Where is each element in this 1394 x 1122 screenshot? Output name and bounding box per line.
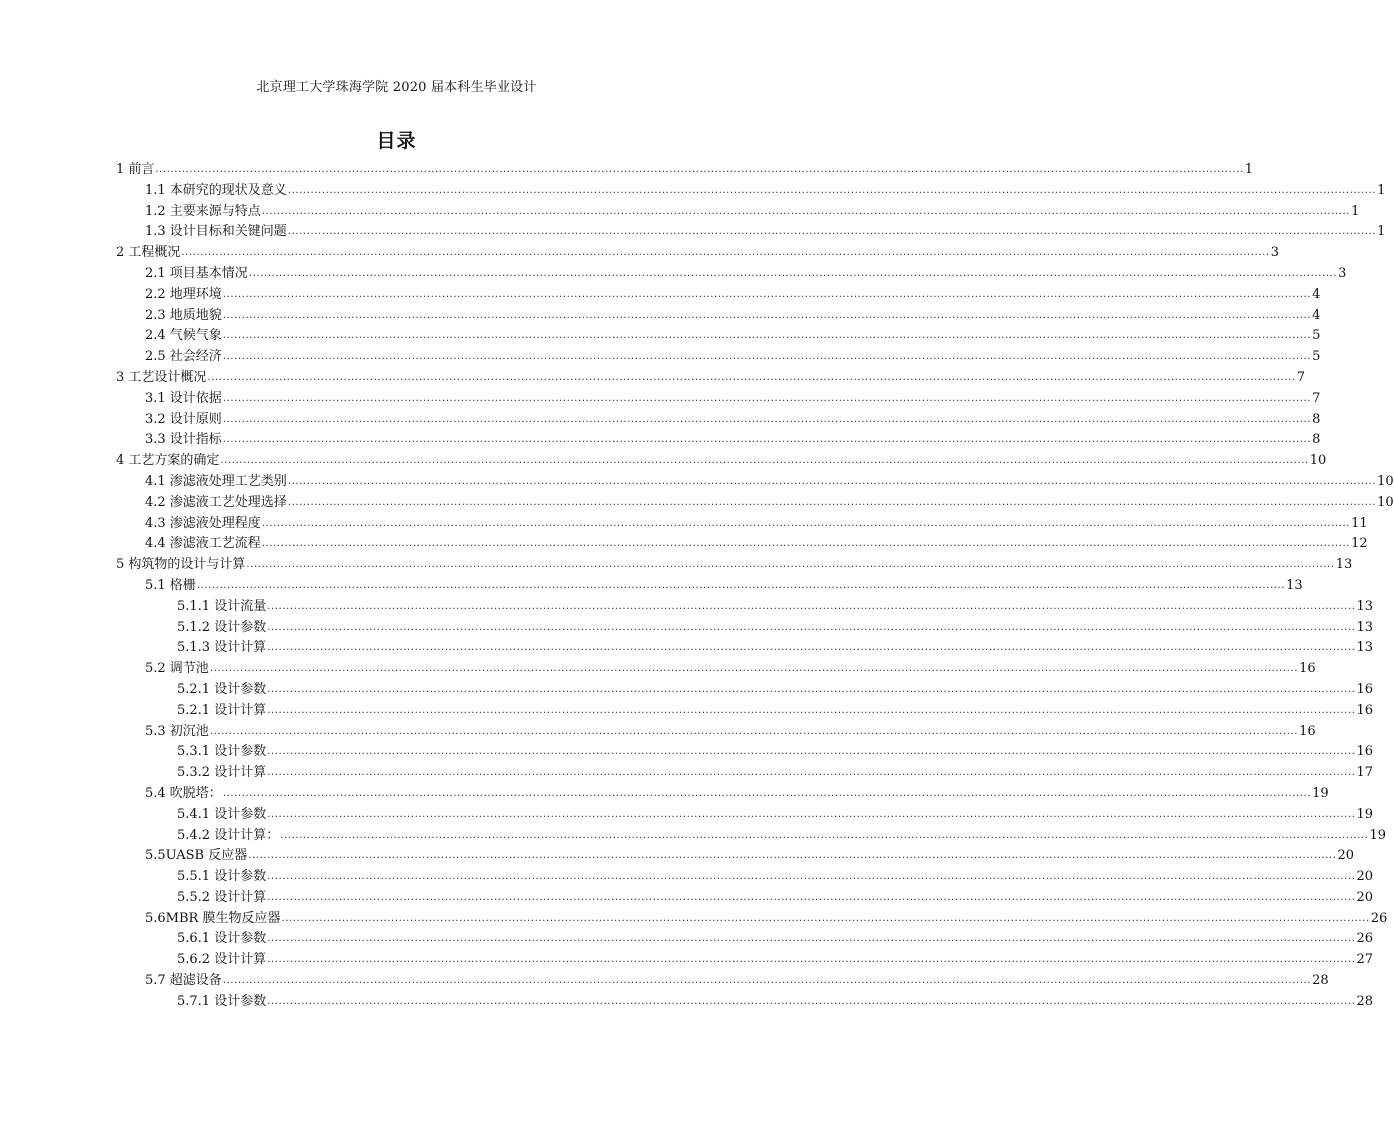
toc-entry-page-number: 16 bbox=[1299, 723, 1316, 739]
toc-entry-label: 3.3 设计指标 bbox=[145, 432, 222, 448]
toc-entry-label: 3.2 设计原则 bbox=[145, 411, 222, 427]
toc-entry-page-number: 17 bbox=[1356, 765, 1374, 781]
toc-entry-page-number: 19 bbox=[1356, 806, 1374, 822]
toc-entry[interactable] bbox=[116, 826, 1387, 847]
dot-leader: ................................................................................................................................................................................................................................................................................................ bbox=[267, 808, 1356, 820]
toc-entry-page-number: 1 bbox=[1377, 224, 1386, 240]
toc-entry[interactable] bbox=[116, 347, 1321, 368]
dot-leader: ................................................................................................................................................................................................................................................................................................ bbox=[261, 517, 1351, 529]
toc-entry-page-number: 3 bbox=[1338, 265, 1347, 281]
dot-leader: ................................................................................................................................................................................................................................................................................................ bbox=[267, 683, 1356, 695]
toc-entry-label: 2.3 地质地貌 bbox=[145, 307, 222, 323]
toc-entry[interactable] bbox=[116, 576, 1303, 597]
table-of-contents bbox=[116, 160, 1394, 1013]
toc-entry-page-number: 8 bbox=[1312, 411, 1321, 427]
toc-entry-page-number: 19 bbox=[1369, 827, 1387, 843]
toc-entry[interactable] bbox=[116, 264, 1347, 285]
dot-leader: ................................................................................................................................................................................................................................................................................................ bbox=[222, 392, 1312, 404]
toc-entry-page-number: 10 bbox=[1377, 473, 1394, 489]
dot-leader: ................................................................................................................................................................................................................................................................................................ bbox=[287, 496, 1377, 508]
dot-leader: ................................................................................................................................................................................................................................................................................................ bbox=[222, 351, 1312, 363]
dot-leader: ................................................................................................................................................................................................................................................................................................ bbox=[222, 288, 1312, 300]
toc-entry-label: 2.4 气候气象 bbox=[145, 328, 222, 344]
toc-entry[interactable] bbox=[116, 202, 1360, 223]
toc-entry[interactable] bbox=[116, 659, 1316, 680]
toc-entry-label: 3.1 设计依据 bbox=[145, 390, 222, 406]
toc-entry-page-number: 20 bbox=[1356, 869, 1374, 885]
toc-entry-label: 5.1 格栅 bbox=[145, 577, 196, 593]
toc-entry-label: 2 工程概况 bbox=[116, 245, 181, 261]
dot-leader: ................................................................................................................................................................................................................................................................................................ bbox=[248, 267, 1338, 279]
toc-entry[interactable] bbox=[116, 555, 1353, 576]
toc-entry-page-number: 28 bbox=[1356, 993, 1374, 1009]
toc-entry-label: 5.6MBR 膜生物反应器 bbox=[145, 910, 281, 926]
toc-entry-label: 5.1.3 设计计算 bbox=[177, 640, 267, 656]
toc-entry[interactable] bbox=[116, 722, 1316, 743]
toc-entry-page-number: 13 bbox=[1286, 577, 1303, 593]
dot-leader: ................................................................................................................................................................................................................................................................................................ bbox=[287, 475, 1377, 487]
toc-entry[interactable] bbox=[116, 618, 1374, 639]
dot-leader: ................................................................................................................................................................................................................................................................................................ bbox=[222, 330, 1312, 342]
dot-leader: ................................................................................................................................................................................................................................................................................................ bbox=[207, 371, 1296, 383]
toc-entry-page-number: 26 bbox=[1370, 910, 1388, 926]
dot-leader: ................................................................................................................................................................................................................................................................................................ bbox=[196, 579, 1286, 591]
toc-entry-page-number: 13 bbox=[1356, 619, 1374, 635]
toc-entry-page-number: 5 bbox=[1312, 328, 1321, 344]
toc-entry-page-number: 28 bbox=[1312, 973, 1329, 989]
dot-leader: ................................................................................................................................................................................................................................................................................................ bbox=[267, 995, 1356, 1007]
toc-entry[interactable] bbox=[116, 784, 1329, 805]
toc-title: 目录 bbox=[376, 130, 417, 152]
dot-leader: ................................................................................................................................................................................................................................................................................................ bbox=[267, 933, 1356, 945]
toc-entry-label: 5.1.1 设计流量 bbox=[177, 598, 267, 614]
toc-entry-label: 5.4.2 设计计算： bbox=[177, 827, 280, 843]
toc-entry-label: 5.4.1 设计参数 bbox=[177, 806, 267, 822]
dot-leader: ................................................................................................................................................................................................................................................................................................ bbox=[267, 767, 1356, 779]
toc-entry-label: 5 构筑物的设计与计算 bbox=[116, 557, 246, 573]
toc-entry-page-number: 10 bbox=[1377, 494, 1394, 510]
toc-entry-label: 5.1.2 设计参数 bbox=[177, 619, 267, 635]
toc-entry-page-number: 7 bbox=[1296, 369, 1305, 385]
dot-leader: ................................................................................................................................................................................................................................................................................................ bbox=[267, 642, 1356, 654]
toc-entry-label: 5.6.1 设计参数 bbox=[177, 931, 267, 947]
toc-entry[interactable] bbox=[116, 534, 1368, 555]
toc-entry[interactable] bbox=[116, 867, 1374, 888]
toc-entry-page-number: 16 bbox=[1356, 681, 1374, 697]
toc-entry[interactable] bbox=[116, 888, 1374, 909]
toc-entry-page-number: 4 bbox=[1312, 286, 1321, 302]
dot-leader: ................................................................................................................................................................................................................................................................................................ bbox=[155, 164, 1244, 175]
toc-entry-label: 5.2.1 设计计算 bbox=[177, 702, 267, 718]
toc-entry-page-number: 26 bbox=[1356, 931, 1374, 947]
toc-entry-label: 4.2 渗滤液工艺处理选择 bbox=[145, 494, 287, 510]
dot-leader: ................................................................................................................................................................................................................................................................................................ bbox=[267, 954, 1356, 966]
toc-entry-page-number: 16 bbox=[1299, 661, 1316, 677]
toc-entry-label: 2.5 社会经济 bbox=[145, 349, 222, 365]
dot-leader: ................................................................................................................................................................................................................................................................................................ bbox=[287, 226, 1377, 238]
dot-leader: ................................................................................................................................................................................................................................................................................................ bbox=[222, 787, 1312, 799]
toc-entry-page-number: 13 bbox=[1335, 557, 1353, 573]
toc-entry-page-number: 20 bbox=[1356, 889, 1374, 905]
dot-leader: ................................................................................................................................................................................................................................................................................................ bbox=[267, 621, 1356, 633]
toc-entry[interactable] bbox=[116, 597, 1374, 618]
dot-leader: ................................................................................................................................................................................................................................................................................................ bbox=[209, 725, 1299, 737]
toc-entry-label: 2.2 地理环境 bbox=[145, 286, 222, 302]
toc-entry-label: 5.7 超滤设备 bbox=[145, 973, 222, 989]
toc-entry[interactable] bbox=[116, 181, 1386, 202]
toc-entry[interactable] bbox=[116, 430, 1321, 451]
dot-leader: ................................................................................................................................................................................................................................................................................................ bbox=[246, 559, 1335, 571]
toc-entry[interactable] bbox=[116, 410, 1321, 431]
dot-leader: ................................................................................................................................................................................................................................................................................................ bbox=[248, 850, 1337, 862]
dot-leader: ................................................................................................................................................................................................................................................................................................ bbox=[222, 413, 1312, 425]
dot-leader: ................................................................................................................................................................................................................................................................................................ bbox=[222, 309, 1312, 321]
toc-entry-label: 5.3.2 设计计算 bbox=[177, 765, 267, 781]
toc-entry[interactable] bbox=[116, 846, 1355, 867]
toc-entry-label: 3 工艺设计概况 bbox=[116, 369, 207, 385]
toc-entry[interactable] bbox=[116, 326, 1321, 347]
toc-entry-page-number: 1 bbox=[1377, 182, 1386, 198]
toc-entry[interactable] bbox=[116, 992, 1374, 1013]
toc-entry-label: 4.1 渗滤液处理工艺类别 bbox=[145, 473, 287, 489]
toc-entry-label: 5.5.1 设计参数 bbox=[177, 869, 267, 885]
toc-entry-label: 1 前言 bbox=[116, 162, 155, 177]
toc-entry-page-number: 13 bbox=[1356, 640, 1374, 656]
toc-entry-label: 1.1 本研究的现状及意义 bbox=[145, 182, 287, 198]
toc-entry[interactable] bbox=[116, 909, 1388, 930]
dot-leader: ................................................................................................................................................................................................................................................................................................ bbox=[209, 663, 1299, 675]
toc-entry[interactable] bbox=[116, 514, 1368, 535]
toc-entry-page-number: 16 bbox=[1356, 702, 1374, 718]
toc-entry-page-number: 19 bbox=[1312, 785, 1329, 801]
toc-entry-page-number: 11 bbox=[1351, 515, 1368, 531]
dot-leader: ................................................................................................................................................................................................................................................................................................ bbox=[261, 205, 1351, 217]
toc-entry-label: 5.4 吹脱塔： bbox=[145, 785, 222, 801]
toc-entry[interactable] bbox=[116, 805, 1374, 826]
toc-entry-page-number: 27 bbox=[1356, 952, 1374, 968]
toc-entry-page-number: 12 bbox=[1351, 536, 1368, 552]
toc-entry-label: 2.1 项目基本情况 bbox=[145, 265, 248, 281]
toc-entry[interactable] bbox=[116, 306, 1321, 327]
toc-entry-label: 1.2 主要来源与特点 bbox=[145, 203, 261, 219]
toc-entry-label: 1.3 设计目标和关键问题 bbox=[145, 224, 287, 240]
toc-entry-page-number: 13 bbox=[1356, 598, 1374, 614]
toc-entry[interactable] bbox=[116, 680, 1374, 701]
toc-entry-page-number: 1 bbox=[1244, 162, 1253, 177]
toc-entry-label: 4 工艺方案的确定 bbox=[116, 453, 220, 469]
dot-leader: ................................................................................................................................................................................................................................................................................................ bbox=[267, 600, 1356, 612]
toc-entry[interactable] bbox=[116, 929, 1374, 950]
toc-entry-label: 5.5UASB 反应器 bbox=[145, 848, 248, 864]
toc-entry[interactable] bbox=[116, 285, 1321, 306]
toc-entry-label: 4.4 渗滤液工艺流程 bbox=[145, 536, 261, 552]
toc-entry-label: 5.2.1 设计参数 bbox=[177, 681, 267, 697]
dot-leader: ................................................................................................................................................................................................................................................................................................ bbox=[267, 891, 1356, 903]
toc-entry-page-number: 3 bbox=[1270, 245, 1279, 261]
toc-entry-label: 5.5.2 设计计算 bbox=[177, 889, 267, 905]
toc-entry[interactable] bbox=[116, 701, 1374, 722]
toc-entry-page-number: 7 bbox=[1312, 390, 1321, 406]
toc-entry-label: 5.3.1 设计参数 bbox=[177, 744, 267, 760]
toc-entry[interactable] bbox=[116, 472, 1394, 493]
toc-entry-page-number: 16 bbox=[1356, 744, 1374, 760]
dot-leader: ................................................................................................................................................................................................................................................................................................ bbox=[267, 704, 1356, 716]
toc-entry[interactable] bbox=[116, 638, 1374, 659]
toc-entry[interactable] bbox=[116, 243, 1279, 264]
toc-entry[interactable] bbox=[116, 160, 1253, 181]
dot-leader: ................................................................................................................................................................................................................................................................................................ bbox=[267, 871, 1356, 883]
dot-leader: ................................................................................................................................................................................................................................................................................................ bbox=[181, 247, 1270, 259]
dot-leader: ................................................................................................................................................................................................................................................................................................ bbox=[287, 184, 1377, 196]
toc-entry-label: 4.3 渗滤液处理程度 bbox=[145, 515, 261, 531]
page-header: 北京理工大学珠海学院 2020 届本科生毕业设计 bbox=[256, 80, 537, 95]
toc-entry-label: 5.2 调节池 bbox=[145, 661, 209, 677]
dot-leader: ................................................................................................................................................................................................................................................................................................ bbox=[220, 455, 1309, 467]
toc-entry[interactable] bbox=[116, 971, 1329, 992]
toc-entry-page-number: 1 bbox=[1351, 203, 1360, 219]
toc-entry[interactable] bbox=[116, 222, 1386, 243]
toc-entry[interactable] bbox=[116, 493, 1394, 514]
toc-entry[interactable] bbox=[116, 451, 1327, 472]
dot-leader: ................................................................................................................................................................................................................................................................................................ bbox=[222, 434, 1312, 446]
toc-entry[interactable] bbox=[116, 742, 1374, 763]
toc-entry-page-number: 20 bbox=[1337, 848, 1355, 864]
dot-leader: ................................................................................................................................................................................................................................................................................................ bbox=[267, 746, 1356, 758]
dot-leader: ................................................................................................................................................................................................................................................................................................ bbox=[222, 975, 1312, 987]
toc-entry-label: 5.3 初沉池 bbox=[145, 723, 209, 739]
toc-entry[interactable] bbox=[116, 389, 1321, 410]
toc-entry-page-number: 8 bbox=[1312, 432, 1321, 448]
toc-entry-label: 5.6.2 设计计算 bbox=[177, 952, 267, 968]
toc-entry[interactable] bbox=[116, 368, 1305, 389]
toc-entry-label: 5.7.1 设计参数 bbox=[177, 993, 267, 1009]
toc-entry[interactable] bbox=[116, 763, 1374, 784]
toc-entry-page-number: 5 bbox=[1312, 349, 1321, 365]
dot-leader: ................................................................................................................................................................................................................................................................................................ bbox=[261, 538, 1351, 550]
dot-leader: ................................................................................................................................................................................................................................................................................................ bbox=[280, 829, 1369, 841]
toc-entry[interactable] bbox=[116, 950, 1374, 971]
dot-leader: ................................................................................................................................................................................................................................................................................................ bbox=[281, 912, 1370, 924]
toc-entry-page-number: 10 bbox=[1309, 453, 1327, 469]
toc-entry-page-number: 4 bbox=[1312, 307, 1321, 323]
